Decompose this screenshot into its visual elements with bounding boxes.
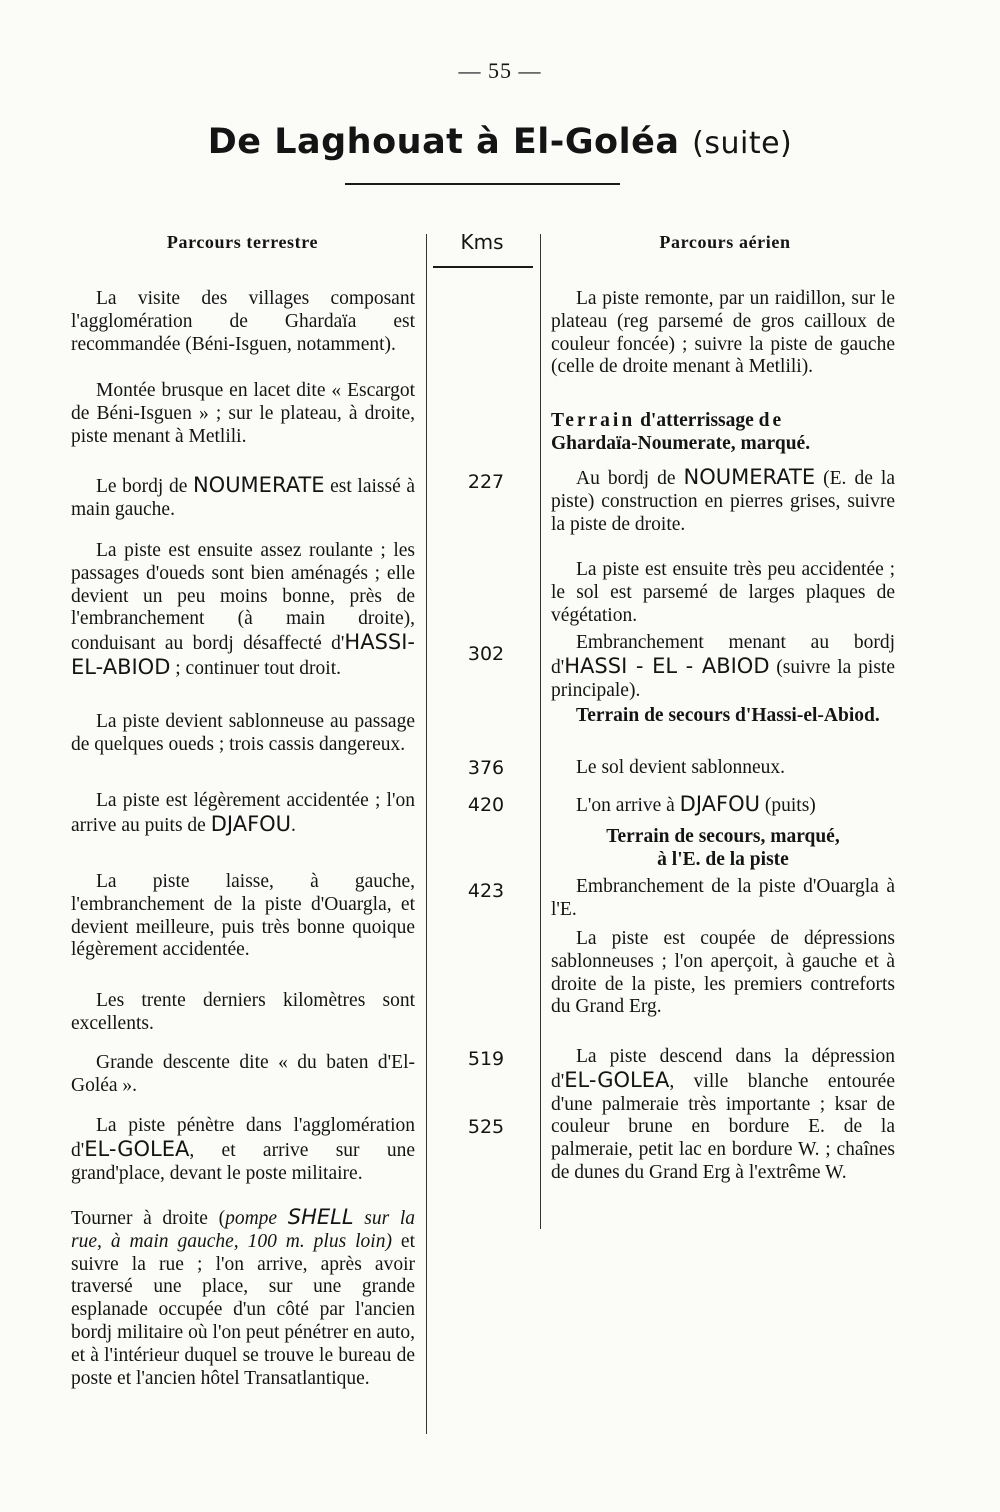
terrestre-paragraph-6: La piste est légèrement accidentée ; l'on arrive au puits de DJAFOU. (71, 790, 415, 836)
place-hassi-el-abiod-air: HASSI - EL - ABIOD (564, 653, 770, 678)
terrestre-paragraph-9: Grande descente dite « du baten d'El-Goléa ». (71, 1052, 415, 1096)
title-main: De Laghouat à El-Goléa (207, 122, 680, 162)
header-kms: Kms (460, 230, 504, 254)
km-marker: 423 (467, 880, 505, 902)
place-noumerate: NOUMERATE (192, 473, 325, 497)
aerien-paragraph-9: La piste descend dans la dépression d'EL-GOLEA, ville blanche entourée d'une palmeraie très importante ; ksar de couleur brune en bordure E. de la palmeraie, petit lac en bordure W. ; chaînes de dunes du Grand Erg à l'extrême W. (551, 1046, 895, 1183)
place-el-golea: EL-GOLEA (84, 1136, 190, 1161)
place-noumerate-air: NOUMERATE (683, 465, 816, 489)
place-djafou-air: DJAFOU (679, 792, 761, 816)
aerien-heading-3: Terrain de secours, marqué, à l'E. de la piste (606, 826, 840, 870)
page-title (0, 122, 1000, 162)
terrestre-paragraph-4: La piste est ensuite assez roulante ; les passages d'oueds sont bien aménagés ; elle devient un peu moins bonne, près de l'embranchement (à main droite), conduisant au bordj désaffecté d'HASSI-EL-ABIOD ; continuer tout droit. (71, 540, 415, 679)
terrestre-paragraph-11: Tourner à droite (pompe SHELL sur la rue, à main gauche, 100 m. plus loin) et suivre la rue ; l'on arrive, après avoir traversé une place, sur une grande esplanade occupée d'un côté par l'ancien bordj militaire où l'on peut pénétrer en auto, et à l'intérieur duquel se trouve le bureau de poste et l'ancien hôtel Transatlantique. (71, 1205, 415, 1389)
place-djafou: DJAFOU (210, 811, 292, 836)
aerien-paragraph-5: Le sol devient sablonneux. (576, 757, 786, 778)
terrestre-paragraph-3: Le bordj de NOUMERATE est laissé à main gauche. (71, 473, 415, 520)
km-marker: 525 (467, 1116, 505, 1138)
aerien-paragraph-1: La piste remonte, par un raidillon, sur le plateau (reg parsemé de gros cailloux de couleur foncée) ; suivre la piste de gauche (celle de droite menant à Metlili). (551, 288, 895, 378)
terrestre-paragraph-8: Les trente derniers kilomètres sont excellents. (71, 990, 415, 1034)
terrestre-paragraph-1: La visite des villages composant l'agglomération de Ghardaïa est recommandée (Béni-Isguen, notamment). (71, 288, 415, 355)
kms-underline (433, 266, 533, 268)
aerien-heading-1: Terrain d'atterrissage de Ghardaïa-Noumerate, marqué. (551, 410, 811, 454)
aerien-paragraph-3: La piste est ensuite très peu accidentée ; le sol est parsemé de larges plaques de végétation. (551, 559, 895, 626)
title-underline (345, 183, 620, 185)
km-marker: 376 (467, 757, 505, 779)
column-divider-right (540, 234, 541, 1229)
column-divider-left (426, 234, 427, 1434)
aerien-paragraph-2: Au bordj de NOUMERATE (E. de la piste) construction en pierres grises, suivre la piste de droite. (551, 465, 895, 535)
km-marker: 302 (467, 643, 505, 665)
aerien-paragraph-7: Embranchement de la piste d'Ouargla à l'E. (551, 876, 895, 920)
aerien-heading-2: Terrain de secours d'Hassi-el-Abiod. (576, 705, 880, 726)
place-el-golea-air: EL-GOLEA (564, 1067, 670, 1092)
terrestre-paragraph-10: La piste pénètre dans l'agglomération d'EL-GOLEA, et arrive sur une grand'place, devant le poste militaire. (71, 1115, 415, 1184)
header-parcours-terrestre: Parcours terrestre (166, 232, 319, 252)
km-marker: 420 (467, 794, 505, 816)
terrestre-paragraph-5: La piste devient sablonneuse au passage de quelques oueds ; trois cassis dangereux. (71, 711, 415, 755)
aerien-paragraph-4: Embranchement menant au bordj d'HASSI - EL - ABIOD (suivre la piste principale). (551, 632, 895, 701)
km-marker: 519 (467, 1048, 505, 1070)
header-parcours-aerien: Parcours aérien (659, 232, 791, 252)
km-marker: 227 (467, 471, 505, 493)
title-suffix: (suite) (692, 126, 793, 161)
aerien-paragraph-6: L'on arrive à DJAFOU (puits) (576, 792, 816, 816)
place-hassi-el-abiod: HASSI-EL-ABIOD (71, 630, 415, 679)
aerien-paragraph-8: La piste est coupée de dépressions sablonneuses ; l'on aperçoit, à gauche et à droite de la piste, les premiers contreforts du Grand Erg. (551, 928, 895, 1018)
terrestre-paragraph-2: Montée brusque en lacet dite « Escargot de Béni-Isguen » ; sur le plateau, à droite, piste menant à Metlili. (71, 380, 415, 447)
terrestre-paragraph-7: La piste laisse, à gauche, l'embranchement de la piste d'Ouargla, et devient meilleure, puis très bonne quoique légèrement accidentée. (71, 871, 415, 961)
brand-shell: SHELL (287, 1205, 354, 1229)
page-number: — 55 — (458, 58, 542, 83)
